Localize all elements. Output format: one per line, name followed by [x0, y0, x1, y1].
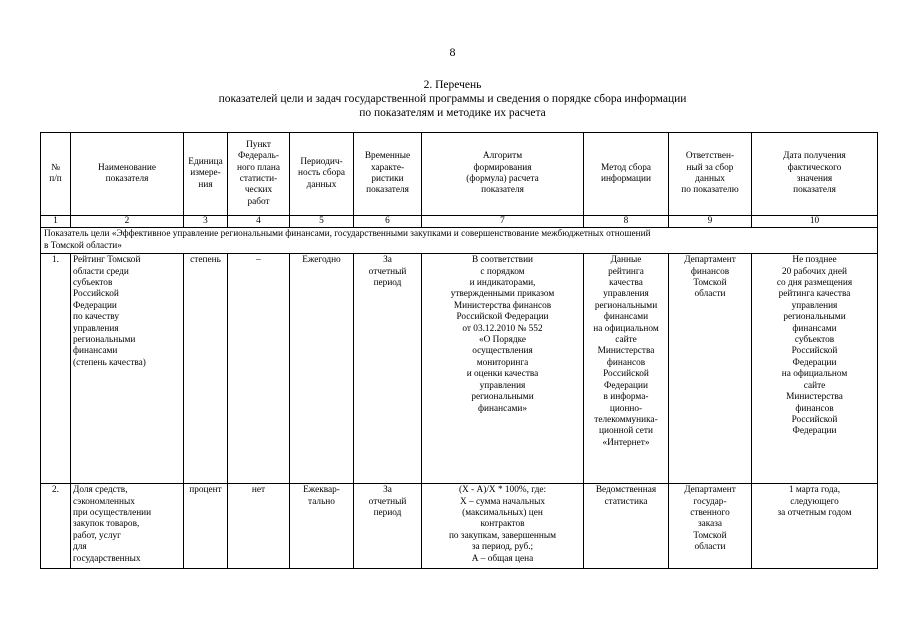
row-time-characteristics-cell: За отчетный период — [354, 484, 422, 569]
heading-line-3: по показателям и методике их расчета — [359, 107, 546, 119]
indicators-table — [40, 132, 878, 569]
header-cell-unit: Единица измере- ния — [184, 133, 228, 216]
goal-indicator-row — [41, 228, 878, 254]
column-number-row — [41, 216, 878, 228]
column-number: 8 — [584, 216, 669, 228]
header-cell-method: Метод сбора информации — [584, 133, 669, 216]
header-cell-num: № п/п — [41, 133, 71, 216]
header-cell-responsible: Ответствен- ный за сбор данных по показателю — [669, 133, 752, 216]
column-number: 10 — [752, 216, 878, 228]
row-algorithm-cell: (Х - А)/Х * 100%, где: Х – сумма начальных (максимальных) цен контрактов по закупкам, завершенным за период, руб.; А – общая цена — [422, 484, 584, 569]
header-cell-date: Дата получения фактического значения показателя — [752, 133, 878, 216]
heading-line-1: 2. Перечень — [423, 79, 482, 91]
header-cell-algorithm: Алгоритм формирования (формула) расчета показателя — [422, 133, 584, 216]
row-plan-item-cell: – — [228, 254, 290, 484]
row-num-cell: 1. — [41, 254, 71, 484]
row-algorithm-cell: В соответствии с порядком и индикаторами, утвержденными приказом Министерства финансов Российской Федерации от 03.12.2010 № 552 «О Порядке осуществления мониторинга и оценки качества управления региональными финансами» — [422, 254, 584, 484]
row-name-cell: Доля средств, сэкономленных при осуществлении закупок товаров, работ, услуг для государственных — [71, 484, 184, 569]
row-plan-item-cell: нет — [228, 484, 290, 569]
row-responsible-cell: Департамент государ- ственного заказа Томской области — [669, 484, 752, 569]
column-number: 7 — [422, 216, 584, 228]
column-number: 2 — [71, 216, 184, 228]
row-periodicity-cell: Ежеквар- тально — [290, 484, 354, 569]
row-method-cell: Данные рейтинга качества управления региональными финансами на официальном сайте Министерства финансов Российской Федерации в информа- ционно- телекоммуника- ционной сети «Интернет» — [584, 254, 669, 484]
header-cell-name: Наименование показателя — [71, 133, 184, 216]
row-date-cell: Не позднее 20 рабочих дней со дня размещения рейтинга качества управления региональными финансами субъектов Российской Федерации на официальном сайте Министерства финансов Российской Федерации — [752, 254, 878, 484]
header-cell-periodicity: Периодич- ность сбора данных — [290, 133, 354, 216]
column-number: 1 — [41, 216, 71, 228]
goal-indicator-cell: Показатель цели «Эффективное управление региональными финансами, государственными закупками и совершенствование межбюджетных отношений в Томской области» — [41, 228, 878, 254]
document-heading — [0, 78, 905, 120]
row-time-characteristics-cell: За отчетный период — [354, 254, 422, 484]
column-number: 4 — [228, 216, 290, 228]
row-unit-cell: степень — [184, 254, 228, 484]
column-number: 6 — [354, 216, 422, 228]
page-number: 8 — [449, 45, 456, 59]
row-unit-cell: процент — [184, 484, 228, 569]
row-num-cell: 2. — [41, 484, 71, 569]
row-responsible-cell: Департамент финансов Томской области — [669, 254, 752, 484]
column-number: 3 — [184, 216, 228, 228]
header-cell-time-characteristics: Временные характе- ристики показателя — [354, 133, 422, 216]
table-row — [41, 484, 878, 569]
column-number: 9 — [669, 216, 752, 228]
row-method-cell: Ведомственная статистика — [584, 484, 669, 569]
row-periodicity-cell: Ежегодно — [290, 254, 354, 484]
heading-line-2: показателей цели и задач государственной программы и сведения о порядке сбора информации — [218, 93, 687, 105]
row-date-cell: 1 марта года, следующего за отчетным годом — [752, 484, 878, 569]
table-header-row — [41, 133, 878, 216]
header-cell-plan-item: Пункт Федераль- ного плана статисти- ческих работ — [228, 133, 290, 216]
table-row — [41, 254, 878, 484]
row-name-cell: Рейтинг Томской области среди субъектов Российской Федерации по качеству управления региональными финансами (степень качества) — [71, 254, 184, 484]
column-number: 5 — [290, 216, 354, 228]
